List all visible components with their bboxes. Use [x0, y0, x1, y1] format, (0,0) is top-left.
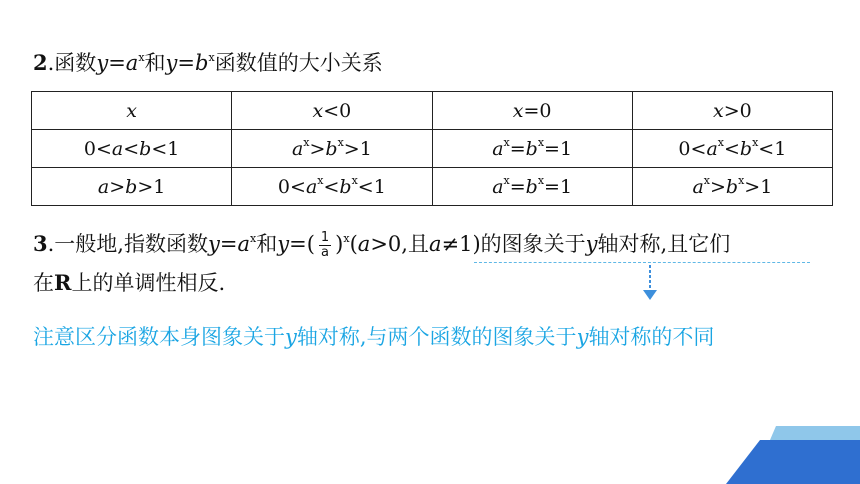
para-text: ≠1)的图象关于 — [441, 232, 586, 256]
para-var: y — [277, 232, 290, 256]
table-cell: 0<a<b<1 — [32, 130, 232, 168]
heading-exp: x — [138, 51, 145, 64]
para-exp: x — [250, 232, 257, 245]
heading-var: b — [195, 51, 209, 75]
para-var: a — [237, 232, 250, 256]
table-cell: $a^x=b^x=1$ — [432, 168, 632, 206]
para-var: a — [357, 232, 371, 256]
heading-text: .函数 — [47, 51, 97, 75]
para-text: 上的单调性相反. — [71, 271, 226, 295]
fraction-numerator: 1 — [320, 230, 330, 245]
para-text: >0,且 — [370, 232, 429, 256]
heading-exp: x — [208, 51, 215, 64]
table-header-cell: x=0 — [432, 92, 632, 130]
note-part: 注意区分函数本身图象关于 — [33, 325, 285, 349]
para-text: =( — [289, 232, 315, 256]
note-var: y — [576, 325, 589, 349]
table-header-cell: x>0 — [632, 92, 832, 130]
note-var: y — [285, 325, 297, 349]
note-part: 轴对称,与两个函数的图象关于 — [296, 325, 577, 349]
table-header-cell: x<0 — [232, 92, 432, 130]
para-var: a — [428, 232, 442, 256]
decor-stripe-light — [770, 426, 860, 440]
table-header-cell: x — [32, 92, 232, 130]
para-text: ) — [335, 232, 344, 256]
table-cell: $a^x=b^x=1$ — [432, 130, 632, 168]
heading-eq: = — [177, 51, 196, 75]
para-text: 在 — [33, 271, 54, 295]
decor-stripe-dark — [726, 440, 860, 484]
table-cell: $0<a^x<b^x<1$ — [632, 130, 832, 168]
table-cell: a>b>1 — [32, 168, 232, 206]
para-var: y — [585, 232, 598, 256]
heading-var: y — [165, 51, 178, 75]
para-number: 3 — [33, 231, 48, 256]
heading-eq: = — [108, 51, 126, 75]
fraction-denominator: a — [321, 245, 330, 260]
heading-number: 2 — [33, 50, 48, 75]
para-text: = — [219, 232, 238, 256]
heading-text: 和 — [144, 51, 166, 75]
para-exp: x — [343, 232, 350, 245]
para-text: 和 — [256, 232, 278, 256]
note-part: 轴对称的不同 — [588, 325, 715, 349]
table-cell: $a^x>b^x>1$ — [232, 130, 432, 168]
para-var: y — [207, 232, 220, 256]
set-r: R — [54, 270, 72, 295]
heading-text: 函数值的大小关系 — [214, 51, 383, 75]
table-cell: $a^x>b^x>1$ — [632, 168, 832, 206]
table-cell: $0<a^x<b^x<1$ — [232, 168, 432, 206]
heading-var: y — [96, 51, 109, 75]
para-text: ( — [349, 232, 358, 256]
para-text: .一般地,指数函数 — [47, 232, 208, 256]
para-text: 轴对称,且它们 — [597, 232, 731, 256]
heading-var: a — [125, 51, 139, 75]
